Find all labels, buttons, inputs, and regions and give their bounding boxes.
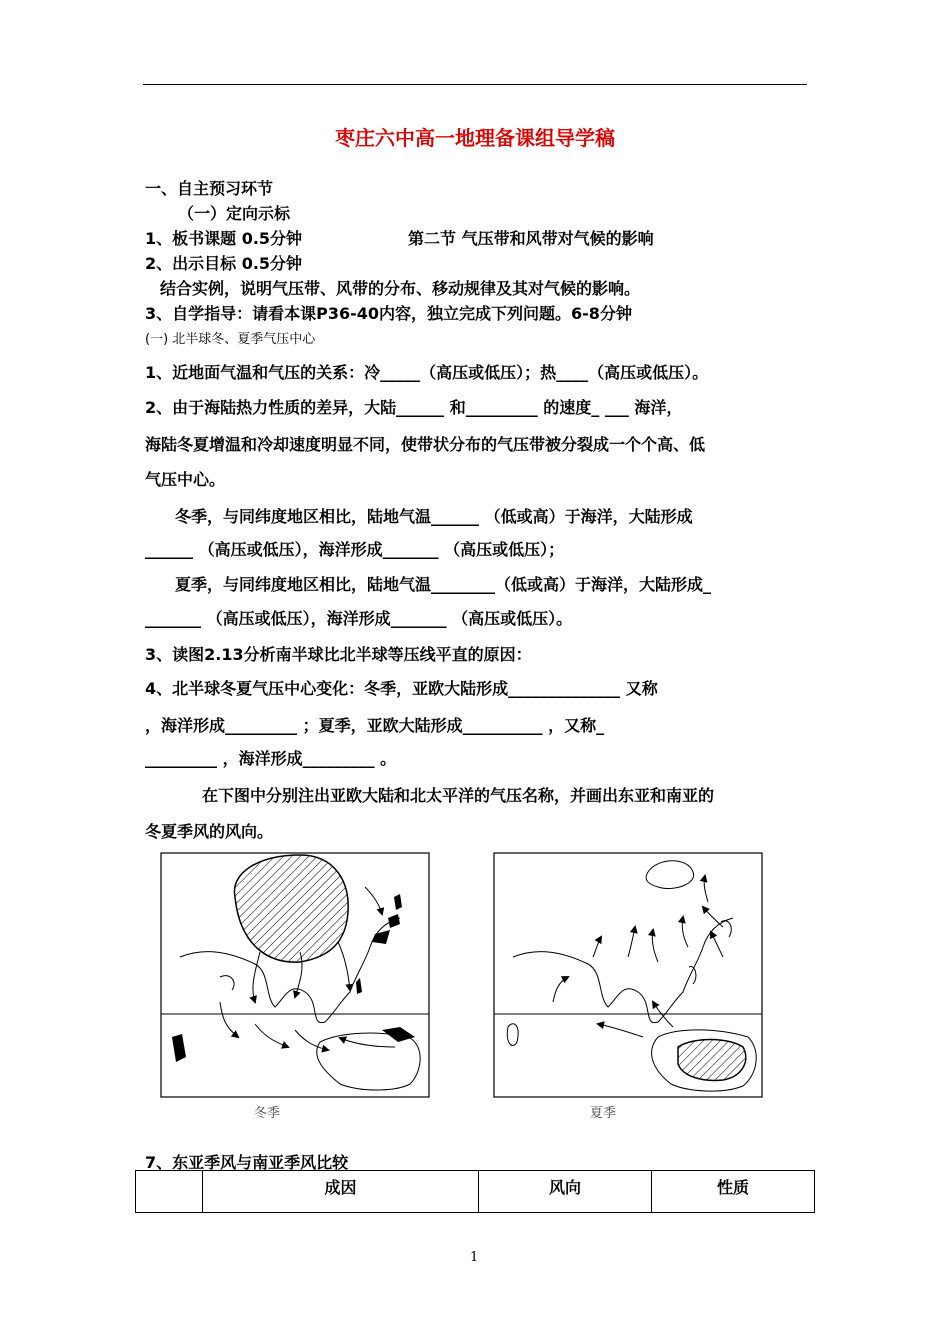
arabia-coast <box>220 976 234 990</box>
wind-arrow <box>711 932 723 957</box>
item-lesson-title: 1、板书课题 0.5分钟 <box>145 229 303 248</box>
wind-arrow <box>295 1030 328 1050</box>
winter-high-pressure-area <box>234 855 348 962</box>
island-shape <box>507 1024 518 1046</box>
question-4-line-1: 4、北半球冬夏气压中心变化：冬季，亚欧大陆形成______________ 又称 <box>145 679 658 698</box>
question-2-line-3: 气压中心。 <box>145 470 226 489</box>
winter-monsoon-map <box>160 852 432 1100</box>
table-header-row <box>136 1171 815 1213</box>
lesson-title: 第二节 气压带和风带对气候的影响 <box>408 229 654 248</box>
table-header-cell: 风向 <box>479 1171 652 1213</box>
wind-arrow <box>598 1024 643 1037</box>
wind-arrow <box>628 927 635 957</box>
table-header-cell <box>136 1171 203 1213</box>
table-header-cell: 成因 <box>203 1171 479 1213</box>
wind-arrow <box>682 917 688 947</box>
question-2-summer-cont: _______ （高压或低压），海洋形成_______ （高压或低压）。 <box>145 609 573 628</box>
wind-arrow <box>704 876 708 902</box>
winter-map-caption: 冬季 <box>254 1106 281 1121</box>
wind-arrow <box>338 942 350 990</box>
page-title: 枣庄六中高一地理备课组导学稿 <box>335 126 615 150</box>
summer-low-pressure-area <box>646 861 694 889</box>
summer-high-pressure-area <box>678 1040 746 1081</box>
top-rule <box>143 84 807 85</box>
comparison-table <box>135 1170 815 1213</box>
question-2-winter: 冬季，与同纬度地区相比，陆地气温______ （低或高）于海洋，大陆形成 <box>175 507 693 526</box>
objective-text: 结合实例，说明气压带、风带的分布、移动规律及其对气候的影响。 <box>160 279 641 298</box>
island-shape <box>388 914 400 928</box>
question-1: 1、近地面气温和气压的关系：冷_____（高压或低压）；热____（高压或低压）。 <box>145 363 709 382</box>
australia-outline <box>317 1033 420 1090</box>
question-5-line-2: 冬夏季风的风向。 <box>145 822 274 841</box>
wind-arrow <box>365 887 382 914</box>
island-shape <box>356 978 362 994</box>
section-heading: 一、自主预习环节 <box>145 179 274 198</box>
island-shape <box>372 930 390 944</box>
summer-monsoon-map <box>493 852 765 1100</box>
question-3: 3、读图2.13分析南半球比北半球等压线平直的原因： <box>145 645 532 664</box>
question-2-line-2: 海陆冬夏增温和冷却速度明显不同，使带状分布的气压带被分裂成一个个高、低 <box>145 435 706 454</box>
item-guidance: 3、自学指导：请看本课P36-40内容，独立完成下列问题。6-8分钟 <box>145 304 632 323</box>
question-2-winter-cont: ______ （高压或低压），海洋形成_______ （高压或低压）； <box>145 540 565 559</box>
question-4-line-2: ，海洋形成_________ ；夏季，亚欧大陆形成__________ ，又称_ <box>145 716 605 735</box>
table-header-cell: 性质 <box>652 1171 815 1213</box>
island-shape <box>394 894 402 910</box>
part-heading: (一) 北半球冬、夏季气压中心 <box>145 332 316 347</box>
subsection-heading: （一）定向示标 <box>178 204 291 223</box>
wind-arrow <box>255 1024 288 1047</box>
page-number: 1 <box>470 1250 479 1265</box>
question-4-line-3: _________ ，海洋形成_________ 。 <box>145 749 397 768</box>
wind-arrow <box>652 930 658 962</box>
island-shape <box>721 921 731 937</box>
item-objectives: 2、出示目标 0.5分钟 <box>145 254 303 273</box>
question-5-line-1: 在下图中分别注出亚欧大陆和北太平洋的气压名称，并画出东亚和南亚的 <box>202 786 715 805</box>
asia-coastline <box>513 918 733 1023</box>
question-7: 7、东亚季风与南亚季风比较 <box>145 1153 349 1172</box>
wind-arrow <box>340 1038 395 1047</box>
question-2-line-1: 2、由于海陆热力性质的差异，大陆______ 和_________ 的速度_ ___ 海洋， <box>145 398 683 417</box>
summer-map-caption: 夏季 <box>590 1106 617 1121</box>
island-shape <box>382 1027 415 1042</box>
wind-arrow <box>253 952 260 1002</box>
wind-arrow <box>553 977 568 1002</box>
wind-arrow <box>220 1002 238 1037</box>
wind-arrow <box>703 907 723 927</box>
wind-arrow <box>593 937 601 957</box>
island-shape <box>172 1034 186 1062</box>
question-2-summer: 夏季，与同纬度地区相比，陆地气温________（低或高）于海洋，大陆形成_ <box>175 575 712 594</box>
